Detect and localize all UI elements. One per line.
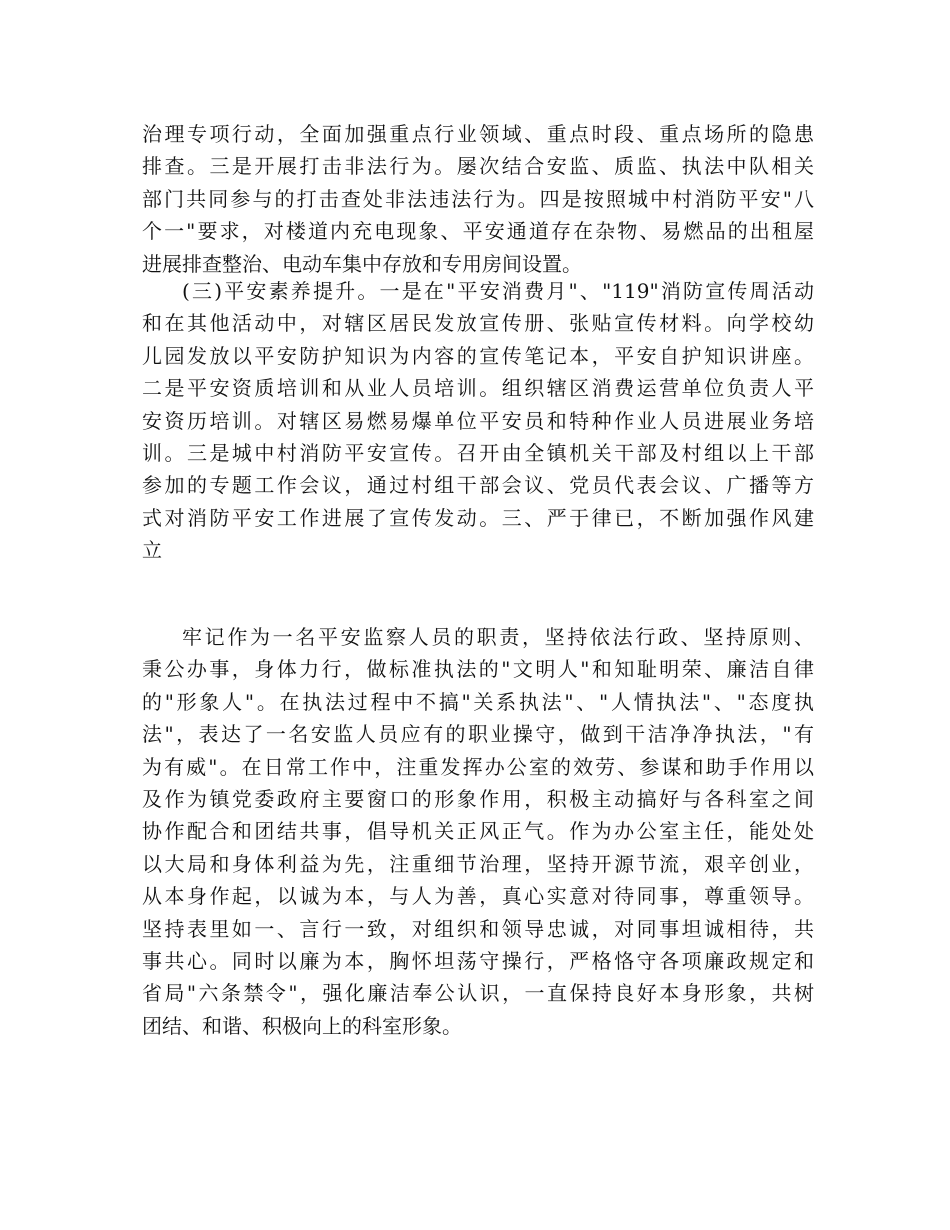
text-line: 牢记作为一名平安监察人员的职责，坚持依法行政、坚持原则、 xyxy=(182,625,814,649)
text-line: 秉公办事，身体力行，做标准执法的"文明人"和知耻明荣、廉洁自律 xyxy=(142,657,814,682)
text-line: 进展排查整治、电动车集中存放和专用房间设置。 xyxy=(142,251,582,276)
text-line: 治理专项行动，全面加强重点行业领域、重点时段、重点场所的隐患 xyxy=(142,122,814,146)
text-line: 式对消防平安工作进展了宣传发动。三、严于律已，不断加强作风建 xyxy=(142,505,814,530)
text-line: 训。三是城中村消防平安宣传。召开由全镇机关干部及村组以上干部 xyxy=(142,440,814,465)
text-line: 为有威"。在日常工作中，注重发挥办公室的效劳、参谋和助手作用以 xyxy=(142,754,814,779)
text-line: 立 xyxy=(142,538,162,563)
text-line: 团结、和谐、积极向上的科室形象。 xyxy=(142,1013,462,1038)
text-line: 法"，表达了一名安监人员应有的职业操守，做到干洁净净执法，"有 xyxy=(142,722,814,747)
text-line: 安资历培训。对辖区易燃易爆单位平安员和特种作业人员进展业务培 xyxy=(142,408,814,433)
text-line: 儿园发放以平安防护知识为内容的宣传笔记本，平安自护知识讲座。 xyxy=(142,343,814,368)
text-line: 的"形象人"。在执法过程中不搞"关系执法"、"人情执法"、"态度执 xyxy=(142,689,814,714)
text-line: 事共心。同时以廉为本，胸怀坦荡守操行，严格恪守各项廉政规定和 xyxy=(142,948,814,973)
text-line: 排查。三是开展打击非法行为。屡次结合安监、质监、执法中队相关 xyxy=(142,154,814,179)
text-line: 坚持表里如一、言行一致，对组织和领导忠诚，对同事坦诚相待，共 xyxy=(142,916,814,941)
paragraph-work-style xyxy=(142,621,814,1042)
text-line: 从本身作起，以诚为本，与人为善，真心实意对待同事，尊重领导。 xyxy=(142,884,814,909)
text-line: 和在其他活动中，对辖区居民发放宣传册、张贴宣传材料。向学校幼 xyxy=(142,311,814,336)
text-line: 部门共同参与的打击查处非法违法行为。四是按照城中村消防平安"八 xyxy=(142,186,814,211)
text-line: 个一"要求，对楼道内充电现象、平安通道存在杂物、易燃品的出租屋 xyxy=(142,219,814,244)
paragraph-hazard-inspection xyxy=(142,118,814,280)
text-line: 及作为镇党委政府主要窗口的形象作用，积极主动搞好与各科室之间 xyxy=(142,786,814,811)
text-line: 二是平安资质培训和从业人员培训。组织辖区消费运营单位负责人平 xyxy=(142,376,814,401)
text-line: (三)平安素养提升。一是在"平安消费月"、"119"消防宣传周活动 xyxy=(182,279,814,303)
text-line: 协作配合和团结共事，倡导机关正风正气。作为办公室主任，能处处 xyxy=(142,819,814,844)
text-line: 省局"六条禁令"，强化廉洁奉公认识，一直保持良好本身形象，共树 xyxy=(142,981,814,1006)
text-line: 以大局和身体利益为先，注重细节治理，坚持开源节流，艰辛创业， xyxy=(142,851,814,876)
text-line: 参加的专题工作会议，通过村组干部会议、党员代表会议、广播等方 xyxy=(142,473,814,498)
paragraph-safety-literacy xyxy=(142,275,814,567)
